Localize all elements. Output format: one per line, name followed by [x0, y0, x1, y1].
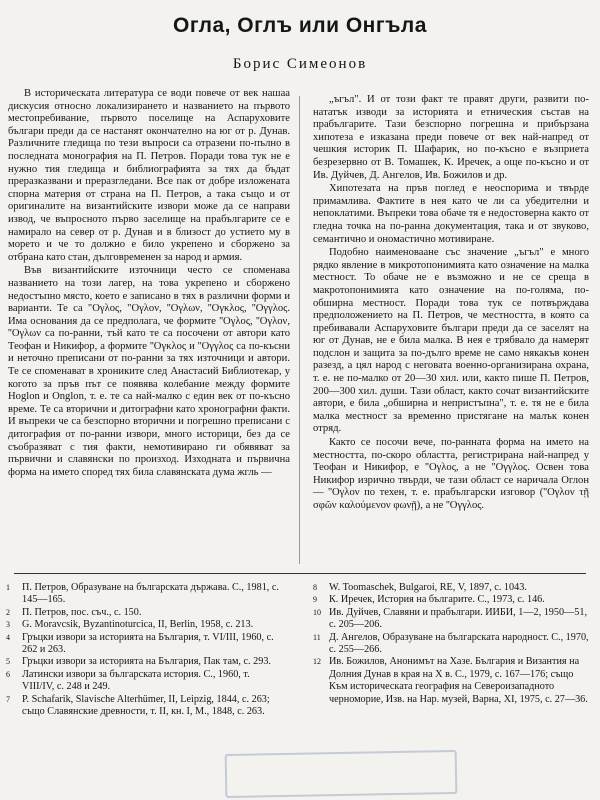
library-stamp	[225, 750, 458, 798]
paragraph: „ъгъл". И от този факт те правят други, развити по-нататък изводи за историята и етническия състав на прабългарите. Тази безспорно погрешна и прибързана хипотеза е изказана преди повече от век най-напред от чешкия историк П. Шафарик, но по-късно е възприета безрезервно от В. Томашек, К. Иречек, а още по-късно и от Ив. Дуйчев, Д. Ангелов, Ив. Божилов и др.	[313, 94, 589, 181]
footnote	[6, 607, 284, 619]
footnotes-left	[6, 582, 284, 718]
footnote-number: 9	[313, 595, 317, 605]
footnote-number: 12	[313, 657, 321, 667]
footnote-number: 11	[313, 632, 321, 642]
body-column-left	[8, 88, 290, 480]
footnote-separator	[14, 573, 586, 574]
footnote-number: 2	[6, 607, 10, 617]
paragraph: Както се посочи вече, по-ранната форма на името на местността, по-скоро областта, регистрирана най-напред у Теофан и Никифор, е ''Ογλος, а не ''Ογγλος. Освен това Никифор изрично твърди, че тази област се наричала Оглон — ''Ογλον по техен, т. е. прабългарски изговор (''Ογλον τῇ σφῶν καλούμενον φωνῇ), а не ''Ογγλος.	[313, 437, 589, 511]
footnotes-right	[313, 582, 591, 706]
body-column-right	[313, 94, 589, 514]
footnote-number: 6	[6, 669, 10, 679]
footnote	[313, 656, 591, 706]
article-author: Борис Симеонов	[232, 56, 368, 72]
footnote-text: W. Toomaschek, Bulgaroi, RE, V, 1897, с. 1043.	[329, 582, 527, 593]
footnote	[313, 582, 591, 594]
footnote-text: Латински извори за българската история. С., 1960, т. VIII/IV, с. 248 и 249.	[22, 668, 250, 693]
footnote-text: Д. Ангелов, Образуване на българската народност. С., 1970, с. 255—266.	[329, 631, 589, 656]
footnote-text: П. Петров, Образуване на българската държава. С., 1981, с. 145—165.	[22, 582, 279, 606]
article-title: Огла, Оглъ или Онгъла	[173, 14, 427, 37]
footnote-number: 10	[313, 607, 321, 617]
footnote	[6, 632, 284, 657]
paragraph: Хипотезата на пръв поглед е неоспорима и твърде примамлива. Фактите в нея като че ли са убедителни и непоклатими. Въпреки това обаче тя е недостоверна както от гледна точка на по-ранна документация, така и от звуково, семантично и ономастично мотивиране.	[313, 183, 589, 245]
footnote	[6, 694, 284, 719]
footnote-number: 3	[6, 620, 10, 630]
paragraph: Подобно наименоваане със значение „ъгъл" е много рядко явление в микротопонимията като означение на малка местност. То обаче не е възможно и не се среща в макротопонимията като означение на по-голяма, по-обширна местност. Поради това тук се потвърждава предположението на П. Петров, че местността, в която са пребивавали Аспаруховите българи преди да се заселят на юг от Дунав, не е била малка. В нея е трябвало да намерят подслон и защита за по-дълго време не само някакъв конен разезд, а цял народ с неговата военно-организирана охрана, т. е. не по-малко от 20—30 хил. или, както пише П. Петров, 200—300 хил. души. Тази област, както сочат византийските автори, е била „обширна и непристъпна", т. е. тя не е била малка местност за временно пристягане на малък конен отряд.	[313, 247, 589, 435]
footnote-number: 5	[6, 657, 10, 667]
footnote	[313, 632, 591, 657]
footnote-text: Гръцки извори за историята на България, Пак там, с. 293.	[22, 656, 271, 668]
footnote-text: P. Schafarik, Slavische Alterhümer, II, Leipzig, 1844, с. 263; също Славянские древности, т. II, кн. I, М., 1848, с. 263.	[22, 693, 270, 718]
footnote-text: П. Петров, пос. съч., с. 150.	[22, 606, 142, 618]
footnote-number: 7	[6, 694, 10, 704]
footnote-text: Ив. Дуйчев, Славяни и прабългари. ИИБИ, 1—2, 1950—51, с. 205—206.	[329, 606, 587, 631]
paragraph: В историческата литература се води повече от век нашаа дискусия относно локализирането и названието на първото местопребивание, първото поселище на Аспаруховите българи преди да се настанят окончателно на юг от р. Дунав. Различните гледища по тези въпроси са отразени по-пълно в последната монография на П. Петров. Поради това тук не е нужно тия гледища и библиографията за тях да бъдат преразказвани и преразгледани. Все пак от добре изложената спорна материя от страна на П. Петров, а така също и от оригиналите на византийските извори може да се направи извод, че въпросното първо заселище на прабългарите се е намирало на север от р. Дунав и в близост до устието му в морето и че то должно е било укрепено и сборжено за отбрана като стан, дълговременен за народ и армия.	[8, 88, 290, 263]
footnote	[6, 619, 284, 631]
footnote-number: 1	[6, 583, 10, 592]
footnote	[6, 656, 284, 668]
footnote-number: 4	[6, 632, 10, 642]
column-divider	[299, 96, 300, 564]
footnote	[313, 594, 591, 606]
footnote-text: G. Moravcsik, Byzantinoturcica, II, Berlin, 1958, с. 213.	[22, 619, 254, 631]
footnote-text: К. Иречек, История на българите. С., 1973, с. 146.	[329, 594, 545, 606]
footnote	[313, 607, 591, 632]
paragraph: Във византийските източници често се споменава названието на този лагер, на това укрепено и сборжено недостъпно място, което е записано в тях в различни форми и варианти. Те са "Ογλος, "Ογλον, ''Ογλων, ''Ογκλος, ''Ογγλος. Има основания да се предполага, че формите ''Ογλος, ''Ογλον, ''Ογλων са по-ранни, тъй като те са посочени от автори като Теофан и Никифор, а формите ''Ογκλος и ''Ογγλος са по-късни и неточно преписани от по-ранни за тях източници и автори. Те се споменават в хрониките след Анастасий Библиотекар, у когото за пръв път се появява колебание между формите Hoglon и Onglon, т. е. те са най-малко с един век от по-късно време. Те са вторични и дитографни като хронографни факти. И въпреки че са безспорно вторични и погрешно преписани с дитография от по-ранни извори, много историци, без да се съобразяват с тия факти, немотивирано ги обявяват за първични и славянски по произход. Изходната и първична форма на името според тях била славянската дума жгль —	[8, 265, 290, 478]
footnote	[6, 582, 284, 607]
footnote-text: Ив. Божилов, Анонимът на Хазе. България и Византия на Долния Дунав в края на Х в. С., 1979, с. 167—176; също Към историческата география на Североизападното черноморие, Изв. на Нар. музей, Варна, XI, 1975, с. 27—36.	[329, 656, 588, 705]
footnote-text: Гръцки извори за историята на България, т. VI/III, 1960, с. 262 и 263.	[22, 631, 274, 656]
footnote-number: 8	[313, 583, 317, 592]
footnote	[6, 669, 284, 694]
